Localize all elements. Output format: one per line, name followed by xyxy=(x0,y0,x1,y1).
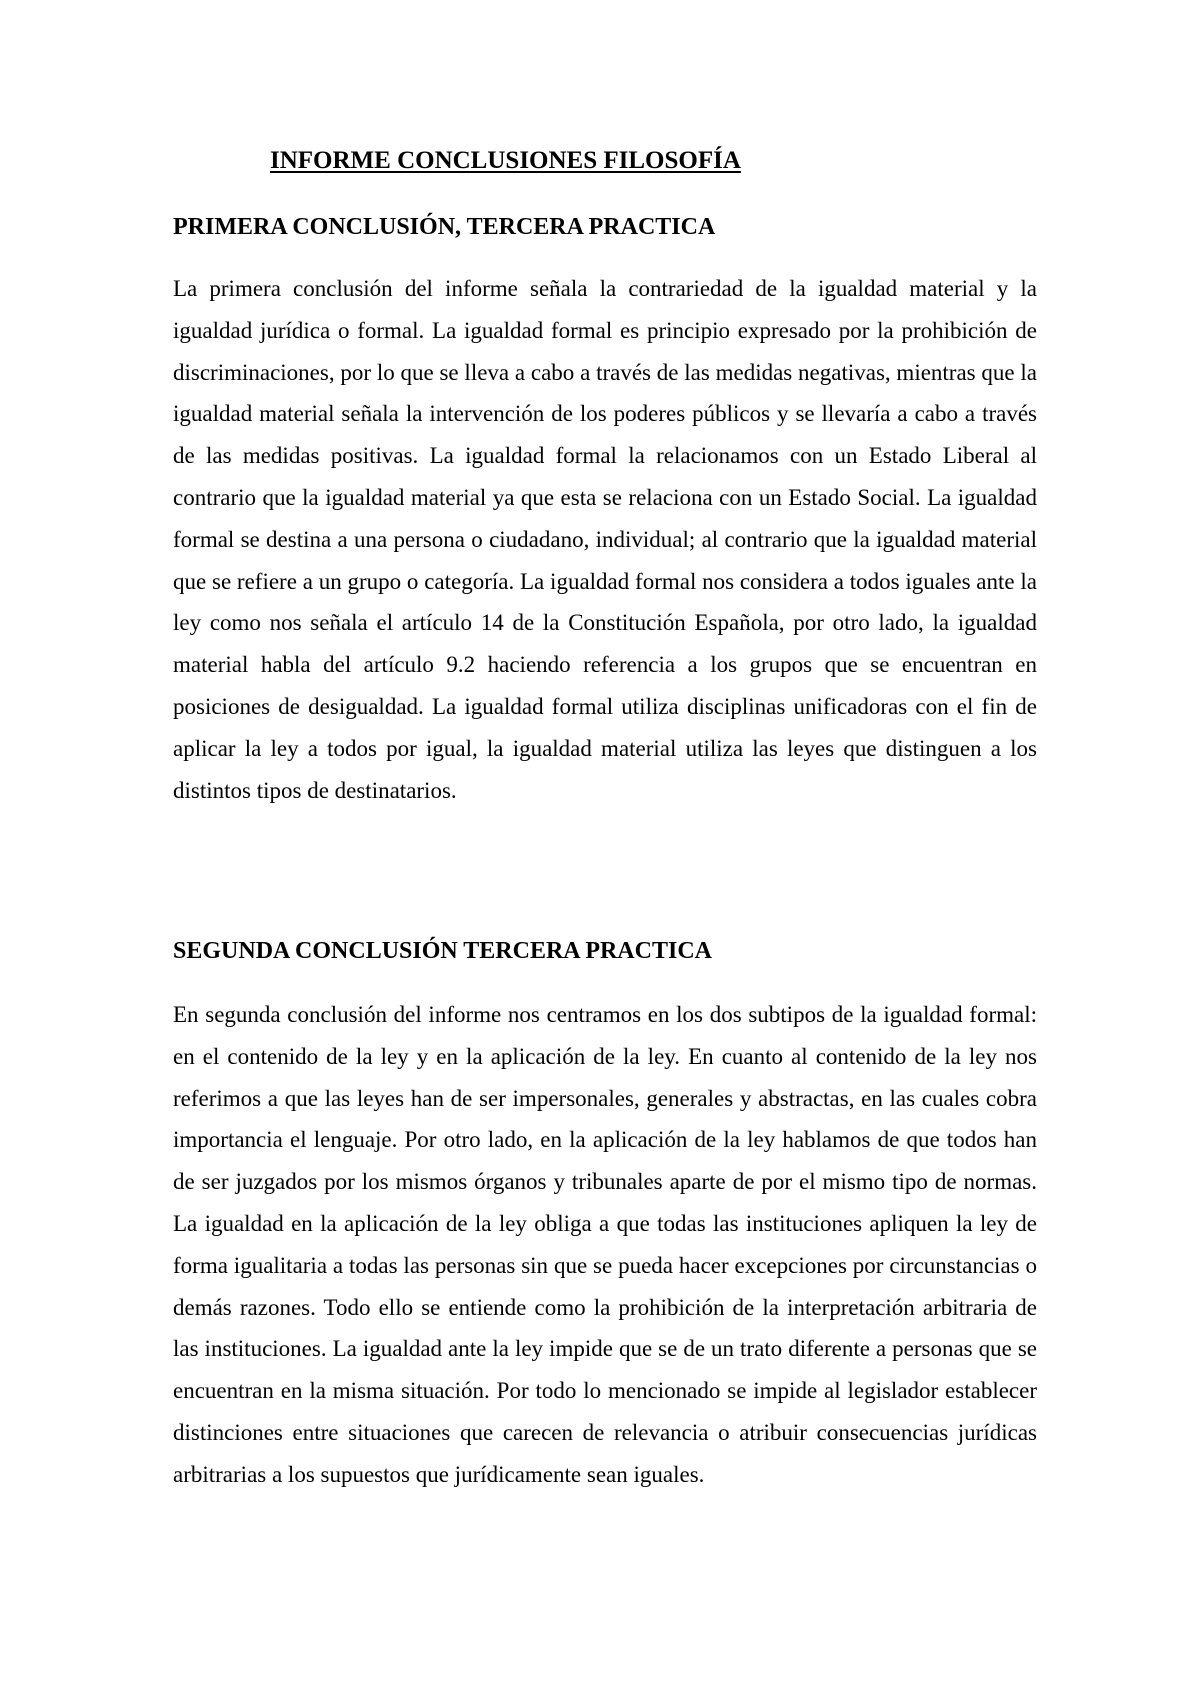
section-paragraph-segunda: En segunda conclusión del informe nos centramos en los dos subtipos de la igualdad formal: en el contenido de la ley y en la aplicación de la ley. En cuanto al contenido de la ley nos referimos a que las leyes han de ser impersonales, generales y abstractas, en las cuales cobra importancia el lenguaje. Por otro lado, en la aplicación de la ley hablamos de que todos han de ser juzgados por los mismos órganos y tribunales aparte de por el mismo tipo de normas. La igualdad en la aplicación de la ley obliga a que todas las instituciones apliquen la ley de forma igualitaria a todas las personas sin que se pueda hacer excepciones por circunstancias o demás razones. Todo ello se entiende como la prohibición de la interpretación arbitraria de las instituciones. La igualdad ante la ley impide que se de un trato diferente a personas que se encuentran en la misma situación. Por todo lo mencionado se impide al legislador establecer distinciones entre situaciones que carecen de relevancia o atribuir consecuencias jurídicas arbitrarias a los supuestos que jurídicamente sean iguales. xyxy=(173,1002,1037,1487)
section-heading-primera: PRIMERA CONCLUSIÓN, TERCERA PRACTICA xyxy=(173,214,716,240)
section-paragraph-primera: La primera conclusión del informe señala la contrariedad de la igualdad material y la igualdad jurídica o formal. La igualdad formal es principio expresado por la prohibición de discriminaciones, por lo que se lleva a cabo a través de las medidas negativas, mientras que la igualdad material señala la intervención de los poderes públicos y se llevaría a cabo a través de las medidas positivas. La igualdad formal la relacionamos con un Estado Liberal al contrario que la igualdad material ya que esta se relaciona con un Estado Social. La igualdad formal se destina a una persona o ciudadano, individual; al contrario que la igualdad material que se refiere a un grupo o categoría. La igualdad formal nos considera a todos iguales ante la ley como nos señala el artículo 14 de la Constitución Española, por otro lado, la igualdad material habla del artículo 9.2 haciendo referencia a los grupos que se encuentran en posiciones de desigualdad. La igualdad formal utiliza disciplinas unificadoras con el fin de aplicar la ley a todos por igual, la igualdad material utiliza las leyes que distinguen a los distintos tipos de destinatarios. xyxy=(173,276,1037,803)
section-heading-segunda: SEGUNDA CONCLUSIÓN TERCERA PRACTICA xyxy=(173,938,712,964)
document-title: INFORME CONCLUSIONES FILOSOFÍA xyxy=(270,147,741,174)
